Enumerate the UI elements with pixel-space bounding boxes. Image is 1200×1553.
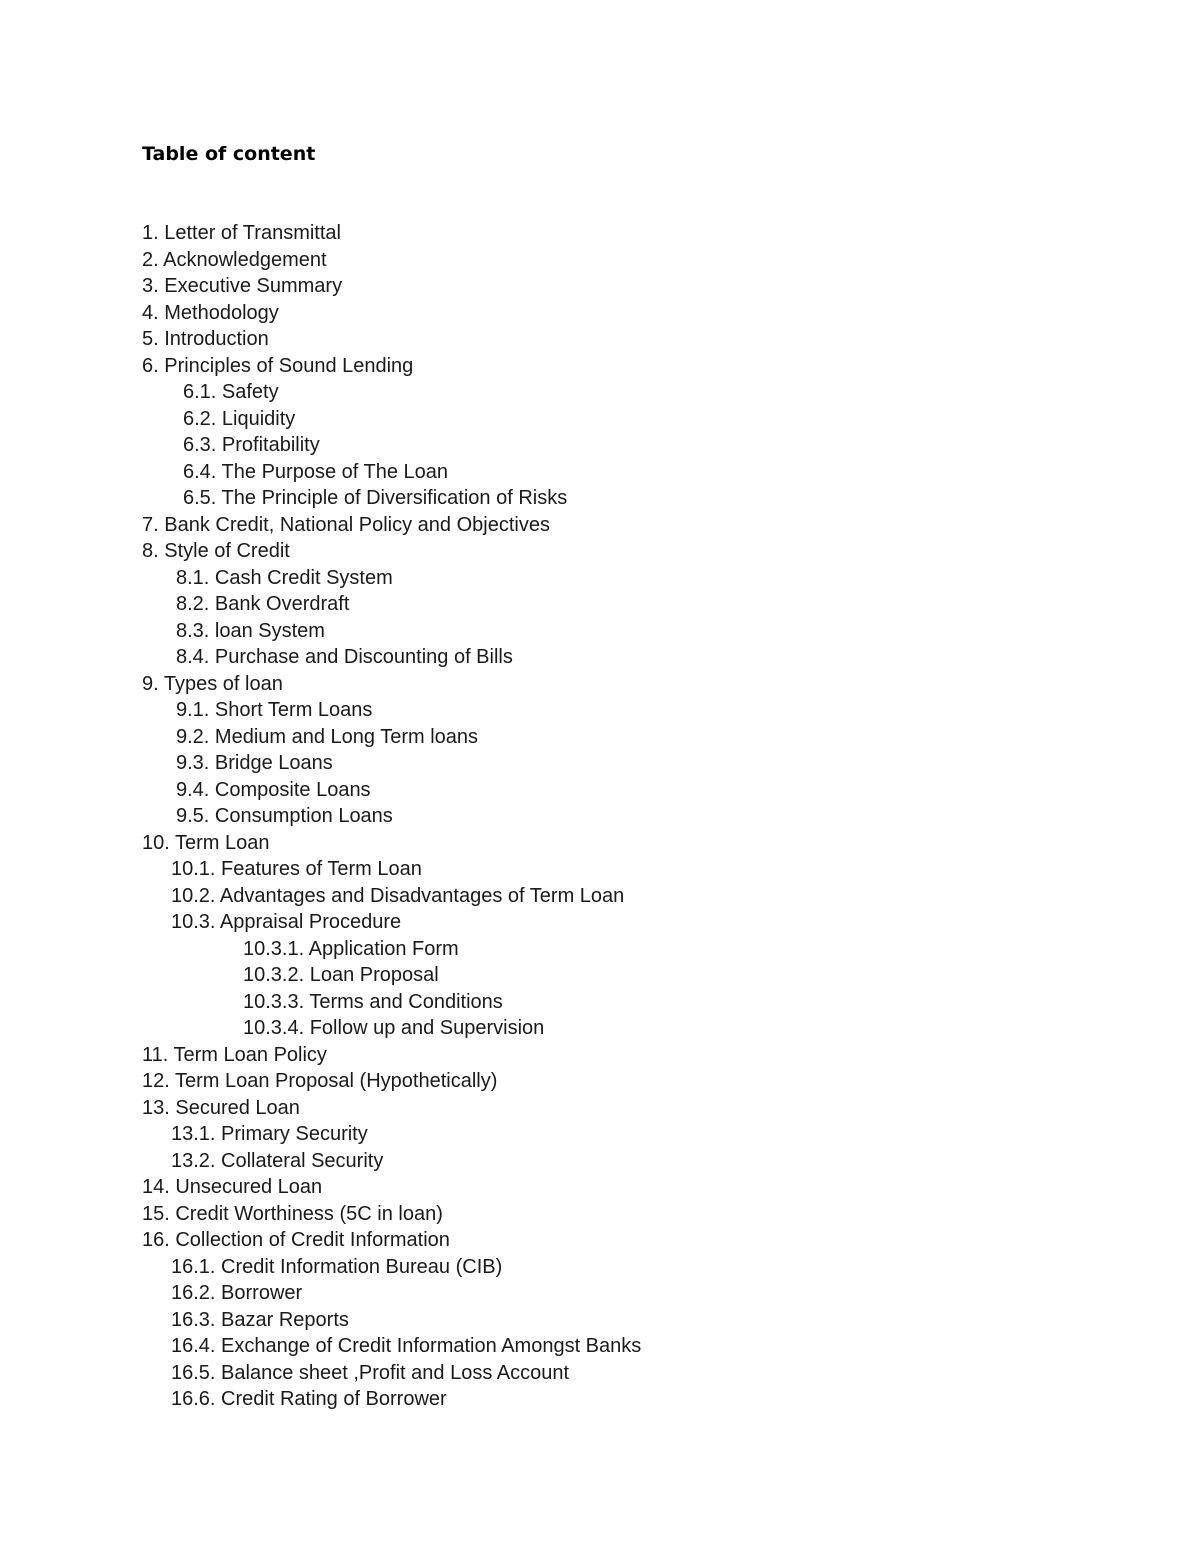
toc-entry: 5. Introduction (142, 328, 269, 350)
toc-entry: 6. Principles of Sound Lending (142, 354, 414, 377)
toc-entry: 2. Acknowledgement (142, 248, 327, 271)
toc-entry: 10. Term Loan (142, 831, 270, 854)
toc-list (0, 220, 1200, 1413)
toc-entry: 10.1. Features of Term Loan (171, 858, 422, 880)
toc-entry: 16.1. Credit Information Bureau (CIB) (171, 1255, 503, 1278)
toc-entry: 8.2. Bank Overdraft (176, 593, 350, 615)
toc-entry: 16. Collection of Credit Information (142, 1229, 450, 1251)
toc-entry: 16.2. Borrower (171, 1282, 303, 1304)
toc-entry: 8.4. Purchase and Discounting of Bills (176, 646, 513, 668)
toc-entry: 4. Methodology (142, 301, 279, 324)
toc-entry: 10.2. Advantages and Disadvantages of Term Loan (171, 884, 625, 907)
toc-entry: 10.3.1. Application Form (243, 937, 459, 960)
toc-entry: 16.3. Bazar Reports (171, 1308, 349, 1331)
toc-entry: 7. Bank Credit, National Policy and Objectives (142, 513, 550, 536)
toc-entry: 10.3.3. Terms and Conditions (243, 990, 503, 1013)
toc-entry: 11. Term Loan Policy (142, 1043, 327, 1066)
toc-entry: 9.2. Medium and Long Term loans (176, 725, 479, 748)
toc-entry: 16.5. Balance sheet ,Profit and Loss Account (171, 1361, 570, 1384)
toc-entry: 15. Credit Worthiness (5C in loan) (142, 1202, 443, 1225)
toc-entry: 6.4. The Purpose of The Loan (183, 460, 449, 483)
toc-entry: 13.2. Collateral Security (171, 1149, 384, 1172)
toc-title: Table of content (142, 143, 316, 165)
toc-entry: 16.4. Exchange of Credit Information Amongst Banks (171, 1335, 642, 1357)
toc-entry: 6.1. Safety (183, 381, 279, 403)
toc-entry: 13. Secured Loan (142, 1096, 300, 1119)
toc-entry: 8.1. Cash Credit System (176, 566, 393, 589)
toc-entry: 10.3.4. Follow up and Supervision (243, 1017, 545, 1039)
toc-entry: 3. Executive Summary (142, 275, 343, 297)
toc-entry: 6.2. Liquidity (183, 407, 296, 430)
toc-entry: 10.3. Appraisal Procedure (171, 911, 402, 933)
toc-entry: 6.5. The Principle of Diversification of Risks (183, 487, 568, 509)
toc-entry: 9.5. Consumption Loans (176, 805, 393, 827)
toc-entry: 16.6. Credit Rating of Borrower (171, 1388, 447, 1410)
toc-entry: 1. Letter of Transmittal (142, 222, 341, 244)
toc-entry: 9. Types of loan (142, 672, 283, 695)
toc-entry: 13.1. Primary Security (171, 1123, 368, 1145)
toc-entry: 12. Term Loan Proposal (Hypothetically) (142, 1070, 498, 1092)
toc-entry: 10.3.2. Loan Proposal (243, 964, 439, 986)
toc-entry: 14. Unsecured Loan (142, 1176, 323, 1198)
toc-entry: 9.3. Bridge Loans (176, 752, 333, 774)
toc-entry: 9.4. Composite Loans (176, 778, 371, 801)
toc-entry: 8.3. loan System (176, 619, 325, 642)
toc-entry: 8. Style of Credit (142, 540, 290, 562)
toc-entry: 9.1. Short Term Loans (176, 699, 373, 721)
toc-entry: 6.3. Profitability (183, 434, 320, 456)
